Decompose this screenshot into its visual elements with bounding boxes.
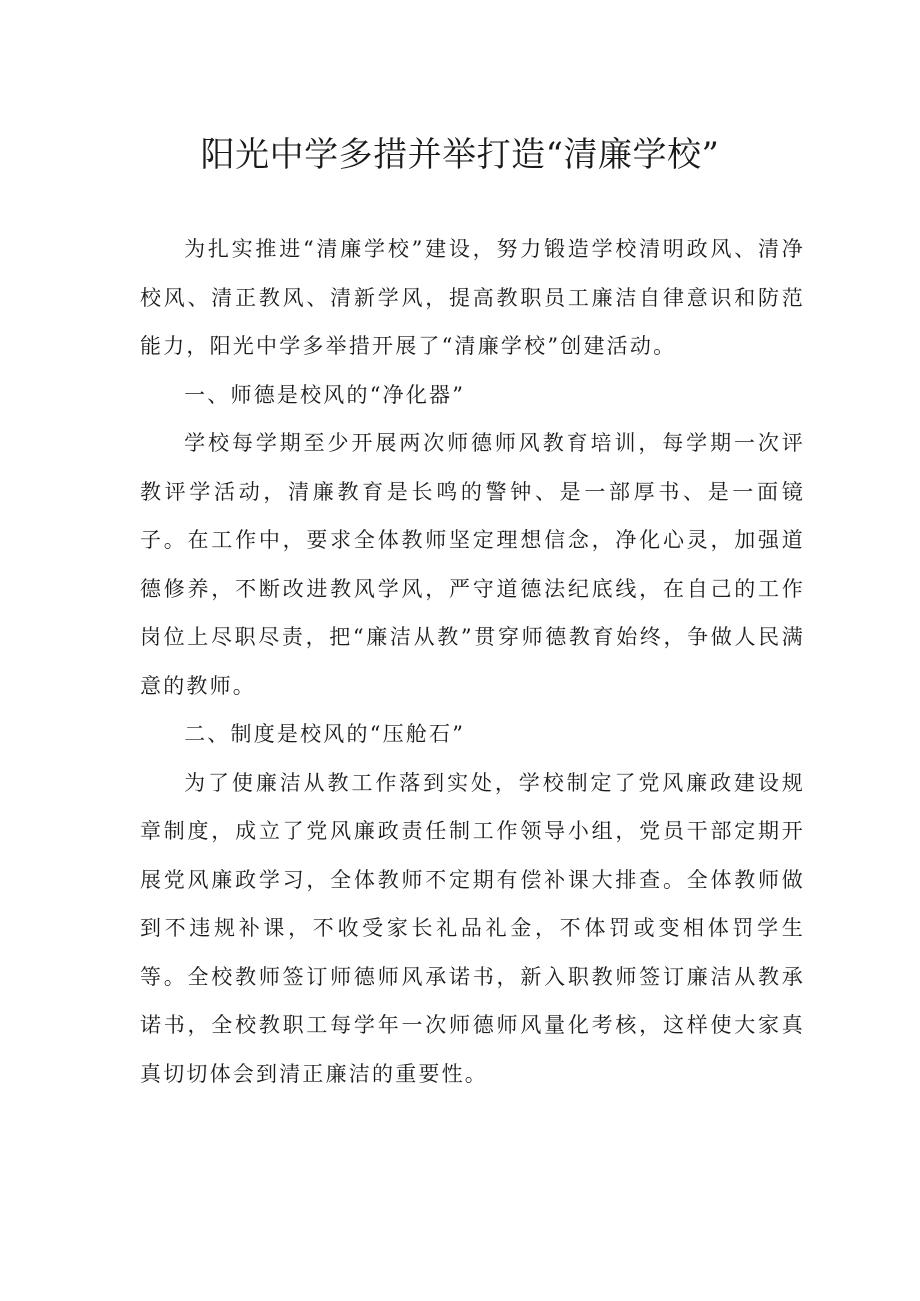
section-1-paragraph: 学校每学期至少开展两次师德师风教育培训，每学期一次评教评学活动，清廉教育是长鸣的警钟、是一部厚书、是一面镜子。在工作中，要求全体教师坚定理想信念，净化心灵，加强道德修养，不断改进教风学风，严守道德法纪底线，在自己的工作岗位上尽职尽责，把“廉洁从教”贯穿师德教育始终，争做人民满意的教师。 <box>140 431 805 698</box>
document-body <box>140 225 805 1098</box>
document-title: 阳光中学多措并举打造“清廉学校” <box>200 135 720 175</box>
section-heading-1: 一、师德是校风的“净化器” <box>184 382 466 407</box>
section-2-paragraph: 为了使廉洁从教工作落到实处，学校制定了党风廉政建设规章制度，成立了党风廉政责任制工作领导小组，党员干部定期开展党风廉政学习，全体教师不定期有偿补课大排查。全体教师做到不违规补课，不收受家长礼品礼金，不体罚或变相体罚学生等。全校教师签订师德师风承诺书，新入职教师签订廉洁从教承诺书，全校教职工每学年一次师德师风量化考核，这样使大家真真切切体会到清正廉洁的重要性。 <box>140 770 805 1086</box>
section-heading-2: 二、制度是校风的“压舱石” <box>184 722 466 746</box>
intro-paragraph: 为扎实推进“清廉学校”建设，努力锻造学校清明政风、清净校风、清正教风、清新学风，提高教职员工廉洁自律意识和防范能力，阳光中学多举措开展了“清廉学校”创建活动。 <box>140 237 805 358</box>
